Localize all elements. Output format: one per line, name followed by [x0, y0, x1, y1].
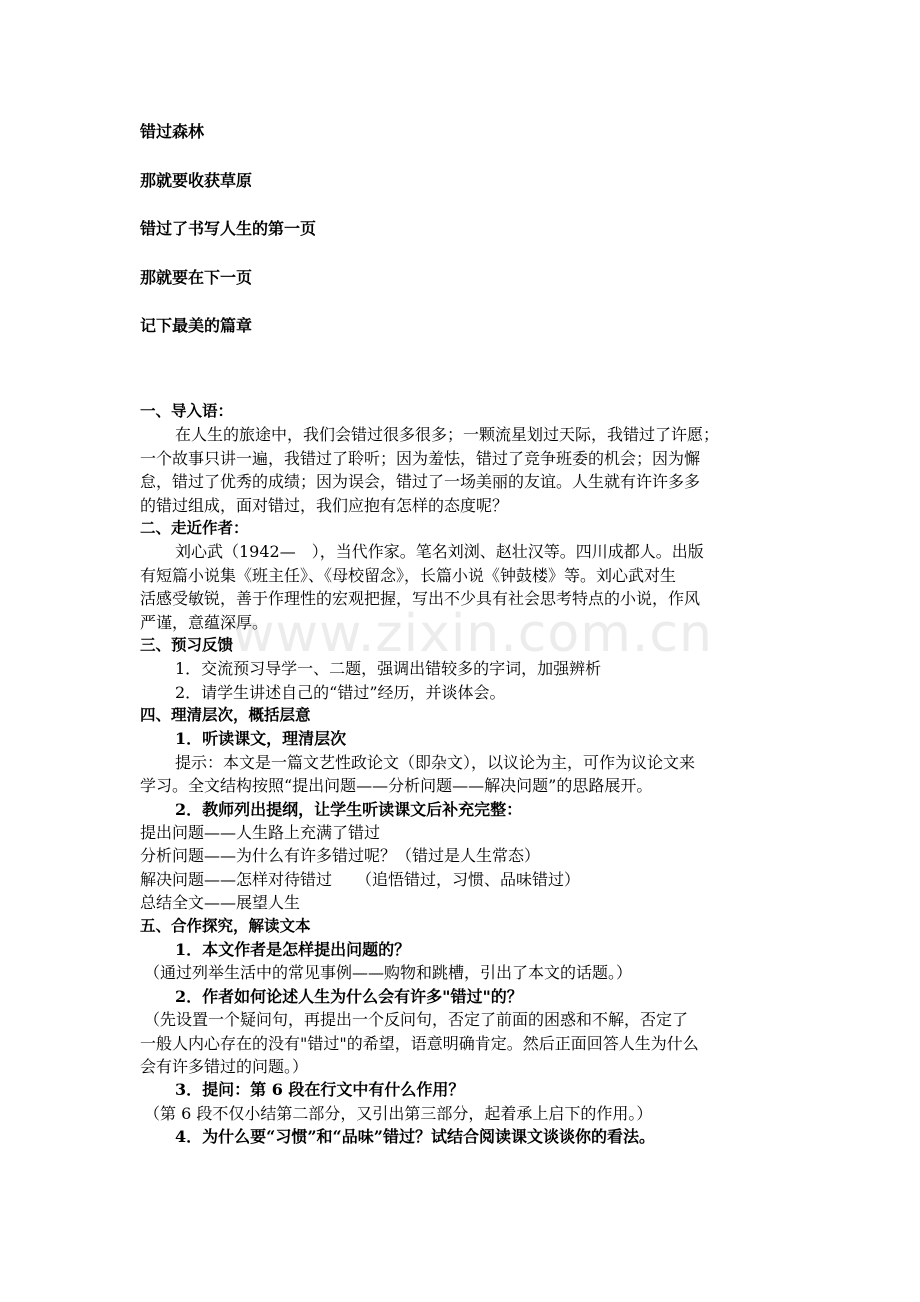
paragraph-line: 一个故事只讲一遍，我错过了聆听；因为羞怯，错过了竞争班委的机会；因为懈	[140, 448, 701, 468]
outline-item: 解决问题——怎样对待错过 （追悟错过，习惯、品味错过）	[140, 869, 581, 889]
question: 2．作者如何论述人生为什么会有许多"错过"的？	[175, 986, 523, 1006]
outline-item: 总结全文——展望人生	[140, 893, 301, 913]
answer: 会有许多错过的问题。）	[140, 1056, 309, 1076]
answer: （先设置一个疑问句，再提出一个反问句，否定了前面的困惑和不解，否定了	[144, 1010, 689, 1030]
section-heading: 四、理清层次，概括层意	[140, 706, 311, 725]
answer: 一般人内心存在的没有"错过"的希望，语意明确肯定。然后正面回答人生为什么	[140, 1033, 699, 1053]
poem-line: 错过森林	[140, 122, 205, 141]
paragraph-line: 有短篇小说集《班主任》、《母校留念》，长篇小说《钟鼓楼》等。刘心武对生	[140, 565, 677, 585]
paragraph-line: 的错过组成，面对错过，我们应抱有怎样的态度呢？	[140, 495, 509, 515]
section-heading: 二、走近作者：	[140, 518, 249, 537]
answer: （第 6 段不仅小结第二部分，又引出第三部分，起着承上启下的作用。）	[144, 1103, 653, 1123]
sub-heading: 2．教师列出提纲，让学生听读课文后补充完整：	[175, 799, 523, 819]
intro-poem	[140, 118, 316, 361]
outline-item: 提出问题——人生路上充满了错过	[140, 823, 381, 843]
paragraph-line: 学习。全文结构按照“提出问题——分析问题——解决问题”的思路展开。	[140, 776, 653, 796]
question: 3．提问：第 6 段在行文中有什么作用？	[175, 1080, 465, 1100]
section-heading: 三、预习反馈	[140, 635, 234, 654]
question: 1．本文作者是怎样提出问题的？	[175, 939, 411, 959]
section-heading: 五、合作探究，解读文本	[140, 916, 311, 935]
outline-item: 分析问题——为什么有许多错过呢？（错过是人生常态）	[140, 846, 541, 866]
poem-line: 记下最美的篇章	[140, 316, 253, 335]
question: 4．为什么要“习惯”和“品味”错过？试结合阅读课文谈谈你的看法。	[175, 1127, 655, 1147]
answer: （通过列举生活中的常见事例——购物和跳槽，引出了本文的话题。）	[144, 963, 633, 983]
paragraph-line: 在人生的旅途中，我们会错过很多很多；一颗流星划过天际，我错过了许愿；	[175, 425, 720, 445]
poem-line: 错过了书写人生的第一页	[140, 219, 317, 238]
lesson-body	[140, 400, 780, 1149]
poem-line: 那就要在下一页	[140, 267, 253, 287]
paragraph-line: 严谨，意蕴深厚。	[140, 612, 269, 632]
section-heading: 一、导入语：	[140, 402, 234, 420]
poem-line: 那就要收获草原	[140, 170, 253, 190]
sub-heading: 1．听读课文，理清层次	[175, 729, 347, 749]
paragraph-line: 怠，错过了优秀的成绩；因为误会，错过了一场美丽的友谊。人生就有许许多多	[140, 472, 701, 492]
paragraph-line: 刘心武（1942— ），当代作家。笔名刘浏、赵壮汉等。四川成都人。出版	[175, 542, 704, 562]
watermark: www.zixin.com.cn	[232, 604, 713, 664]
paragraph-line: 活感受敏锐，善于作理性的宏观把握，写出不少具有社会思考特点的小说，作风	[140, 589, 701, 609]
paragraph-line: 提示：本文是一篇文艺性政论文（即杂文），以议论为主，可作为议论文来	[175, 752, 696, 772]
list-item: 1．交流预习导学一、二题，强调出错较多的字词，加强辨析	[175, 659, 602, 679]
list-item: 2．请学生讲述自己的“错过”经历，并谈体会。	[175, 682, 506, 702]
